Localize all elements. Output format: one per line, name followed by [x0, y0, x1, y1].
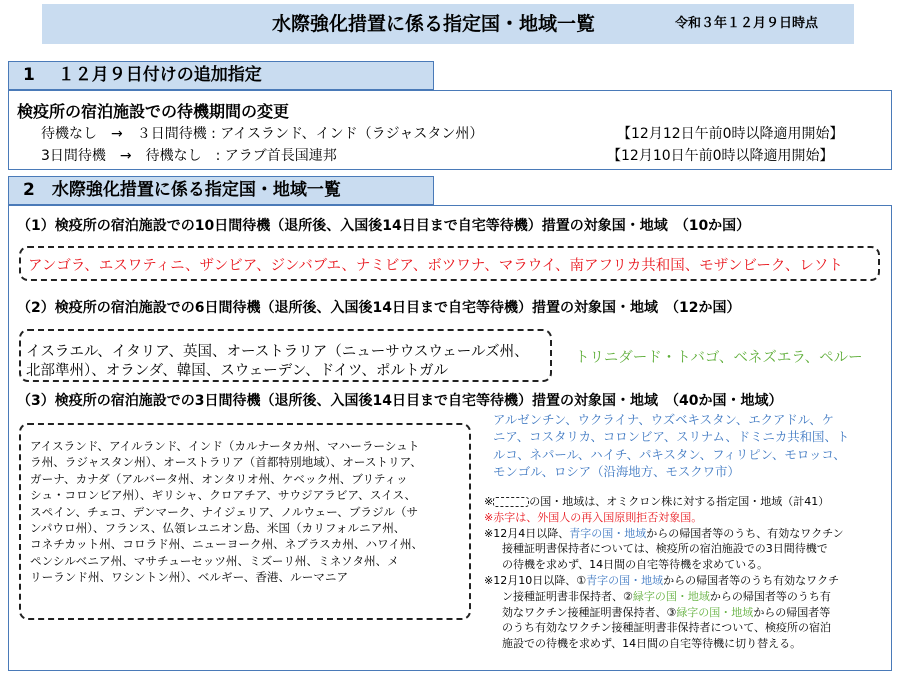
blue-country-line: アルゼンチン、ウクライナ、ウズベキスタン、エクアドル、ケ — [493, 412, 834, 427]
group3-line: ラ州、ラジャスタン州）、オーストラリア（首都特別地域）、オーストリア、 — [30, 455, 422, 470]
note-dec4-line3: の待機を求めず、14日間の自宅等待機を求めている。 — [502, 558, 769, 572]
section1-heading: 1 １２月９日付けの追加指定 — [8, 61, 434, 90]
group3-line: シュ・コロンビア州）、ギリシャ、クロアチア、サウジアラビア、スイス、 — [30, 488, 417, 503]
notes-block — [484, 494, 890, 652]
group2-countries-green: トリニダード・トバゴ、ベネズエラ、ペルー — [575, 350, 863, 366]
group3-line: アイスランド、アイルランド、インド（カルナータカ州、マハーラーシュト — [30, 439, 420, 453]
dashed-frame-icon — [493, 497, 529, 507]
note-dec10-line2: ン接種証明書非保持者、②緑字の国・地域からの帰国者等のうち有 — [502, 589, 831, 603]
section1-row2-change: 3日間待機 → 待機なし : アラブ首長国連邦 — [41, 148, 337, 164]
group3-line: ンパウロ州）、フランス、仏領レユニオン島、米国（カリフォルニア州、 — [30, 521, 406, 536]
note-omicron: ※ の国・地域は、オミクロン株に対する指定国・地域（計41） — [484, 495, 830, 508]
group2-countries-line2: 北部準州）、オランダ、韓国、スウェーデン、ドイツ、ポルトガル — [26, 363, 449, 379]
group3-title: （3）検疫所の宿泊施設での3日間待機（退所後、入国後14日目まで自宅等待機）措置の対象国・地域 （40か国・地域） — [17, 393, 783, 409]
note-dec10-line3: 効なワクチン接種証明書保持者、③緑字の国・地域からの帰国者等 — [502, 605, 831, 619]
section2-heading: 2 水際強化措置に係る指定国・地域一覧 — [8, 176, 434, 205]
group3-countries — [30, 438, 423, 586]
section1-row1-effective: 【12月12日午前0時以降適用開始】 — [617, 126, 844, 142]
note-dec4: ※12月4日以降、青字の国・地域からの帰国者等のうち、有効なワクチン — [484, 526, 844, 540]
group3-line: ガーナ、カナダ（アルバータ州、オンタリオ州、ケベック州、ブリティッ — [30, 471, 408, 486]
section1-row2-effective: 【12月10日午前0時以降適用開始】 — [607, 148, 834, 164]
group3-line: コネチカット州、コロラド州、ニューヨーク州、ネブラスカ州、ハワイ州、 — [30, 537, 424, 552]
group3-line: ペンシルベニア州、マサチューセッツ州、ミズーリ州、ミネソタ州、メ — [30, 553, 399, 568]
note-red-text: ※赤字は、外国人の再入国原則拒否対象国。 — [484, 510, 703, 524]
blue-country-line: ニア、コスタリカ、コロンビア、スリナム、ドミニカ共和国、ト — [493, 429, 850, 445]
group2-title: （2）検疫所の宿泊施設での6日間待機（退所後、入国後14日目まで自宅等待機）措置の対象国・地域 （12か国） — [17, 300, 741, 316]
group2-countries-line1: イスラエル、イタリア、英国、オーストラリア（ニューサウスウェールズ州、 — [26, 344, 529, 360]
page-date: 令和３年１２月９日時点 — [675, 16, 819, 31]
blue-country-line: モンゴル、ロシア（沿海地方、モスクワ市） — [493, 464, 740, 480]
section1-subheading: 検疫所の宿泊施設での待機期間の変更 — [17, 102, 290, 121]
note-dec10: ※12月10日以降、①青字の国・地域からの帰国者等のうち有効なワクチ — [484, 573, 840, 587]
group3-line: リーランド州、ワシントン州）、ベルギー、香港、ルーマニア — [30, 570, 349, 585]
group3-blue-countries — [493, 411, 849, 481]
section1-row1-change: 待機なし → ３日間待機 : アイスランド、インド（ラジャスタン州） — [41, 126, 484, 142]
group1-title: （1）検疫所の宿泊施設での10日間待機（退所後、入国後14日目まで自宅等待機）措置の対象国・地域 （10か国） — [17, 218, 751, 234]
note-dec4-line2: 接種証明書保持者については、検疫所の宿泊施設での3日間待機で — [502, 542, 828, 556]
blue-country-line: ルコ、ネパール、ハイチ、パキスタン、フィリピン、モロッコ、 — [493, 446, 846, 462]
page-title: 水際強化措置に係る指定国・地域一覧 — [272, 13, 596, 35]
note-dec10-line4: のうち有効なワクチン接種証明書非保持者について、検疫所の宿泊 — [502, 621, 832, 635]
group3-line: スペイン、チェコ、デンマーク、ナイジェリア、ノルウェー、ブラジル（サ — [30, 504, 419, 519]
note-dec10-line5: 施設での待機を求めず、14日間の自宅等待機に切り替える。 — [502, 637, 802, 651]
group1-countries: アンゴラ、エスワティニ、ザンビア、ジンバブエ、ナミビア、ボツワナ、マラウイ、南アフリカ共和国、モザンビーク、レソト — [28, 258, 843, 274]
